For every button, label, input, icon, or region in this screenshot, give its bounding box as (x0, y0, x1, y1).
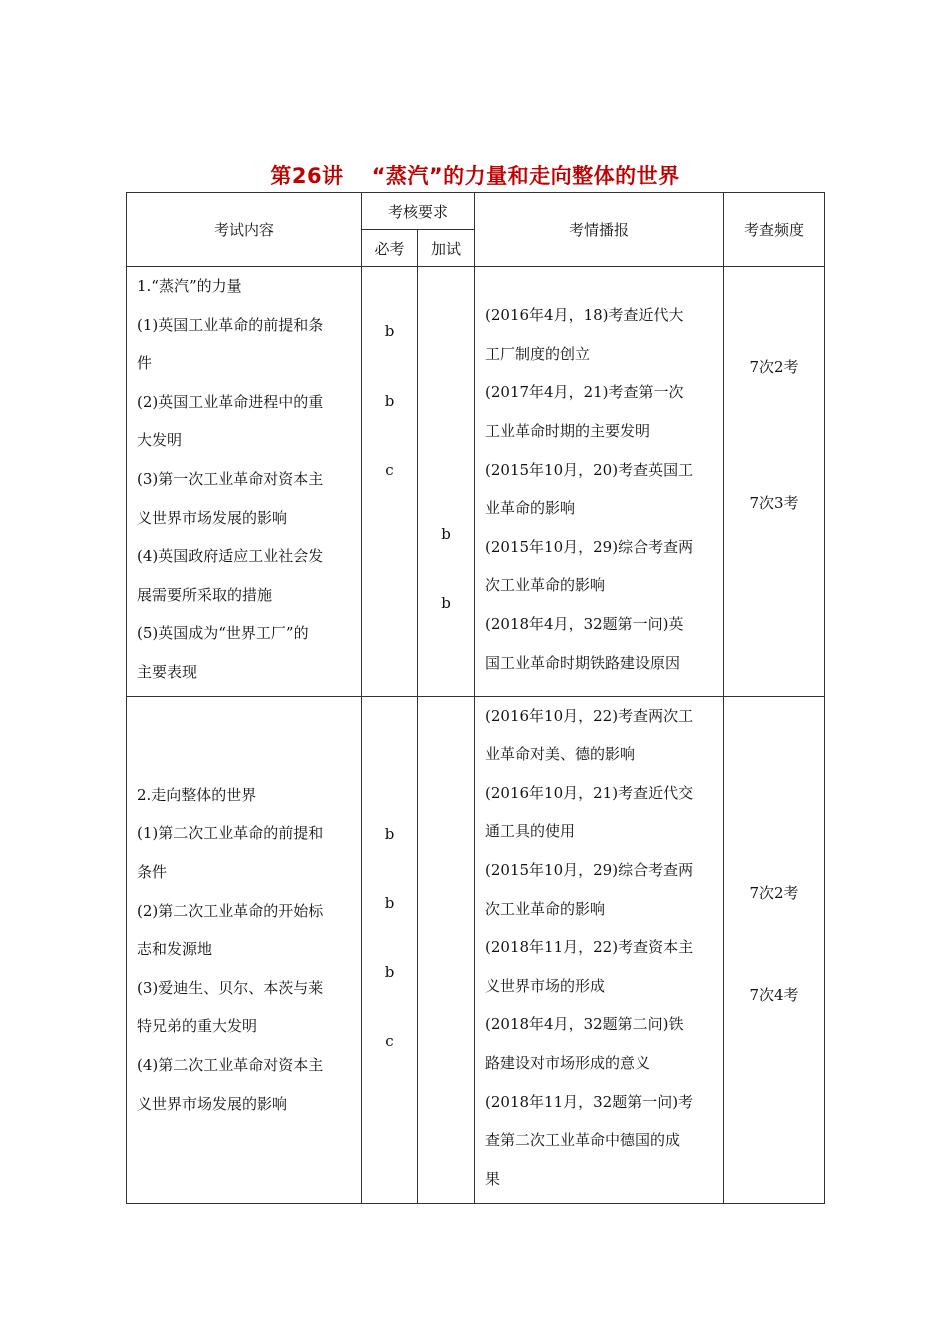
list-item: 国工业革命时期铁路建设原因 (485, 653, 681, 672)
list-item: 通工具的使用 (485, 822, 576, 841)
required-mark: c (385, 1031, 394, 1050)
list-item: (2)第二次工业革命的开始标 (137, 901, 324, 920)
header-extra: 加试 (418, 230, 475, 267)
list-item: (1)第二次工业革命的前提和 (137, 824, 324, 843)
extra-mark: b (441, 594, 451, 612)
list-item: 主要表现 (137, 662, 198, 681)
list-item: 工业革命时期的主要发明 (485, 422, 651, 441)
list-item: (2015年10月，29)综合考查两 (485, 861, 694, 880)
required-mark: b (384, 322, 395, 340)
list-item: 次工业革命的影响 (485, 899, 606, 918)
section2-frequency (724, 696, 825, 1203)
required-mark: c (385, 461, 394, 479)
list-item: (2)英国工业革命进程中的重 (137, 392, 324, 411)
section2-required (362, 696, 418, 1203)
required-mark: b (384, 392, 395, 410)
list-item: (2015年10月，20)考查英国工 (485, 460, 694, 479)
list-item: (3)第一次工业革命对资本主 (137, 469, 324, 488)
list-item: 路建设对市场形成的意义 (485, 1054, 651, 1073)
header-required: 必考 (362, 230, 418, 267)
section2-content (127, 696, 362, 1203)
list-item: (2017年4月，21)考查第一次 (485, 383, 684, 402)
section1-content (127, 267, 362, 697)
list-item: (1)英国工业革命的前提和条 (137, 315, 324, 334)
list-item: 展需要所采取的措施 (137, 585, 273, 604)
list-item: 工厂制度的创立 (485, 344, 591, 363)
section2-extra (418, 696, 475, 1203)
list-item: (2016年4月，18)考查近代大 (485, 306, 684, 325)
list-item: 志和发源地 (137, 940, 213, 959)
lecture-topic: “蒸汽”的力量和走向整体的世界 (371, 164, 680, 188)
list-item: (3)爱迪生、贝尔、本茨与莱 (137, 978, 324, 997)
list-item: 件 (137, 354, 153, 373)
header-frequency: 考查频度 (724, 193, 825, 267)
frequency-value: 7次2考 (749, 358, 799, 376)
list-item: 次工业革命的影响 (485, 576, 606, 595)
list-item: 条件 (137, 863, 168, 882)
page-title (0, 160, 950, 190)
header-exam-info: 考情播报 (475, 193, 724, 267)
section1-extra (418, 267, 475, 697)
list-item: (2016年10月，21)考查近代交 (485, 783, 694, 802)
extra-mark: b (441, 525, 451, 543)
list-item: 义世界市场的形成 (485, 976, 606, 995)
required-mark: b (384, 962, 395, 981)
section1-required (362, 267, 418, 697)
lecture-number: 第26讲 (270, 164, 344, 188)
list-item: 义世界市场发展的影响 (137, 1094, 288, 1113)
list-item: (2018年4月，32题第二问)铁 (485, 1015, 684, 1034)
list-item: (2018年11月，22)考查资本主 (485, 938, 694, 957)
header-requirement: 考核要求 (362, 193, 475, 230)
list-item: 查第二次工业革命中德国的成 (485, 1131, 681, 1150)
list-item: (2018年11月，32题第一问)考 (485, 1092, 694, 1111)
list-item: 1.“蒸汽”的力量 (137, 277, 242, 295)
section1-frequency (724, 267, 825, 697)
list-item: 果 (485, 1169, 501, 1188)
section1-info (475, 267, 724, 697)
list-item: 大发明 (137, 431, 183, 450)
list-item: 2.走向整体的世界 (137, 785, 257, 804)
required-mark: b (384, 824, 395, 843)
required-mark: b (384, 893, 395, 912)
section2-info (475, 696, 724, 1203)
list-item: 业革命对美、德的影响 (485, 745, 636, 764)
list-item: (5)英国成为“世界工厂”的 (137, 624, 309, 643)
frequency-value: 7次3考 (749, 494, 799, 512)
header-content: 考试内容 (127, 193, 362, 267)
list-item: (2016年10月，22)考查两次工 (485, 706, 694, 725)
list-item: (4)第二次工业革命对资本主 (137, 1056, 324, 1075)
frequency-value: 7次2考 (749, 883, 799, 902)
list-item: 义世界市场发展的影响 (137, 508, 288, 527)
list-item: (2015年10月，29)综合考查两 (485, 537, 694, 556)
list-item: (4)英国政府适应工业社会发 (137, 547, 324, 566)
list-item: 特兄弟的重大发明 (137, 1017, 258, 1036)
exam-table (126, 192, 825, 1204)
frequency-value: 7次4考 (749, 985, 799, 1004)
list-item: 业革命的影响 (485, 499, 576, 518)
list-item: (2018年4月，32题第一问)英 (485, 615, 684, 634)
